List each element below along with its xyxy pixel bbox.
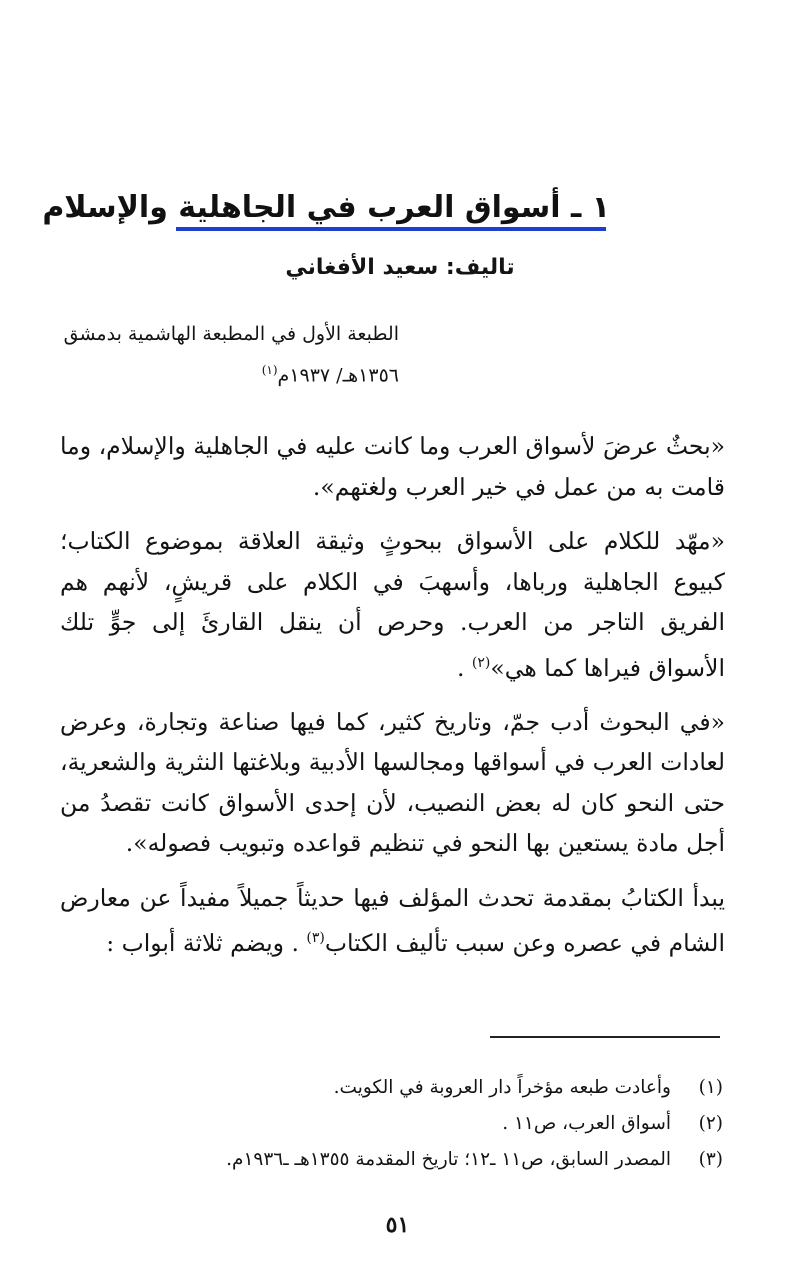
edition-date: ١٣٥٦هـ/ ١٩٣٧م	[277, 364, 399, 387]
footnote-number: (١)	[698, 1077, 723, 1098]
edition-info	[64, 316, 399, 393]
footnote	[103, 1070, 723, 1106]
footnote-separator	[490, 1036, 720, 1038]
footnote-number: (٢)	[698, 1113, 723, 1134]
paragraph-2-text: «مهّد للكلام على الأسواق ببحوثٍ وثيقة العلاقة بموضوع الكتاب؛ كبيوع الجاهلية ورباها، وأسهبَ في الكلام على قريشٍ، لأنهم هم الفريق التاجر من العرب. وحرص أن ينقل القارئَ إلى جوٍّ تلك الأسواق فيراها كما هي»	[60, 527, 725, 682]
title-underline	[176, 227, 606, 231]
footnote-ref-1: (١)	[261, 363, 278, 377]
paragraph-3: «في البحوث أدب جمّ، وتاريخ كثير، كما فيها صناعة وتجارة، وعرض لعادات العرب في أسواقها ومجالسها الأدبية وبلاغتها النثرية والشعرية، حتى النحو كان له بعض النصيب، لأن إحدى الأسواق كانت تقصدُ من أجل مادة يستعين بها النحو في تنظيم قواعده وتبويب فصوله».	[60, 707, 725, 858]
footnote-text: أسواق العرب، ص١١ .	[502, 1113, 671, 1134]
footnotes	[103, 1070, 723, 1178]
paragraph-4-end: . ويضم ثلاثة أبواب :	[106, 929, 307, 958]
paragraph-4-text: يبدأ الكتابُ بمقدمة تحدث المؤلف فيها حديثاً جميلاً مفيداً عن معارض الشام في عصره وعن سبب تأليف الكتاب	[60, 883, 725, 958]
chapter-title: ١ ـ أسواق العرب في الجاهلية والإسلام	[42, 190, 610, 225]
footnote-ref-2: (٢)	[471, 654, 491, 671]
body-text	[60, 426, 725, 978]
edition-line-2	[64, 352, 399, 393]
paragraph-1: «بحثٌ عرضَ لأسواق العرب وما كانت عليه في الجاهلية والإسلام، وما قامت به من عمل في خير العرب ولغتهم».	[60, 432, 725, 501]
footnote-text: المصدر السابق، ص١١ ـ١٢؛ تاريخ المقدمة ١٣٥٥هـ ـ١٩٣٦م.	[226, 1149, 671, 1170]
footnote	[103, 1142, 723, 1178]
paragraph-2-end: .	[456, 653, 472, 682]
footnote-ref-3: (٣)	[306, 930, 325, 947]
author-line: تاليف: سعيد الأفغاني	[285, 255, 515, 280]
footnote-number: (٣)	[698, 1149, 723, 1170]
edition-line-1: الطبعة الأول في المطبعة الهاشمية بدمشق	[63, 323, 399, 345]
paragraph-4	[60, 878, 725, 964]
footnote	[103, 1106, 723, 1142]
page-number: ٥١	[385, 1212, 410, 1238]
chapter-title-block	[42, 186, 610, 230]
paragraph-2	[60, 521, 725, 688]
footnote-text: وأعادت طبعه مؤخراً دار العروبة في الكويت.	[333, 1077, 671, 1098]
